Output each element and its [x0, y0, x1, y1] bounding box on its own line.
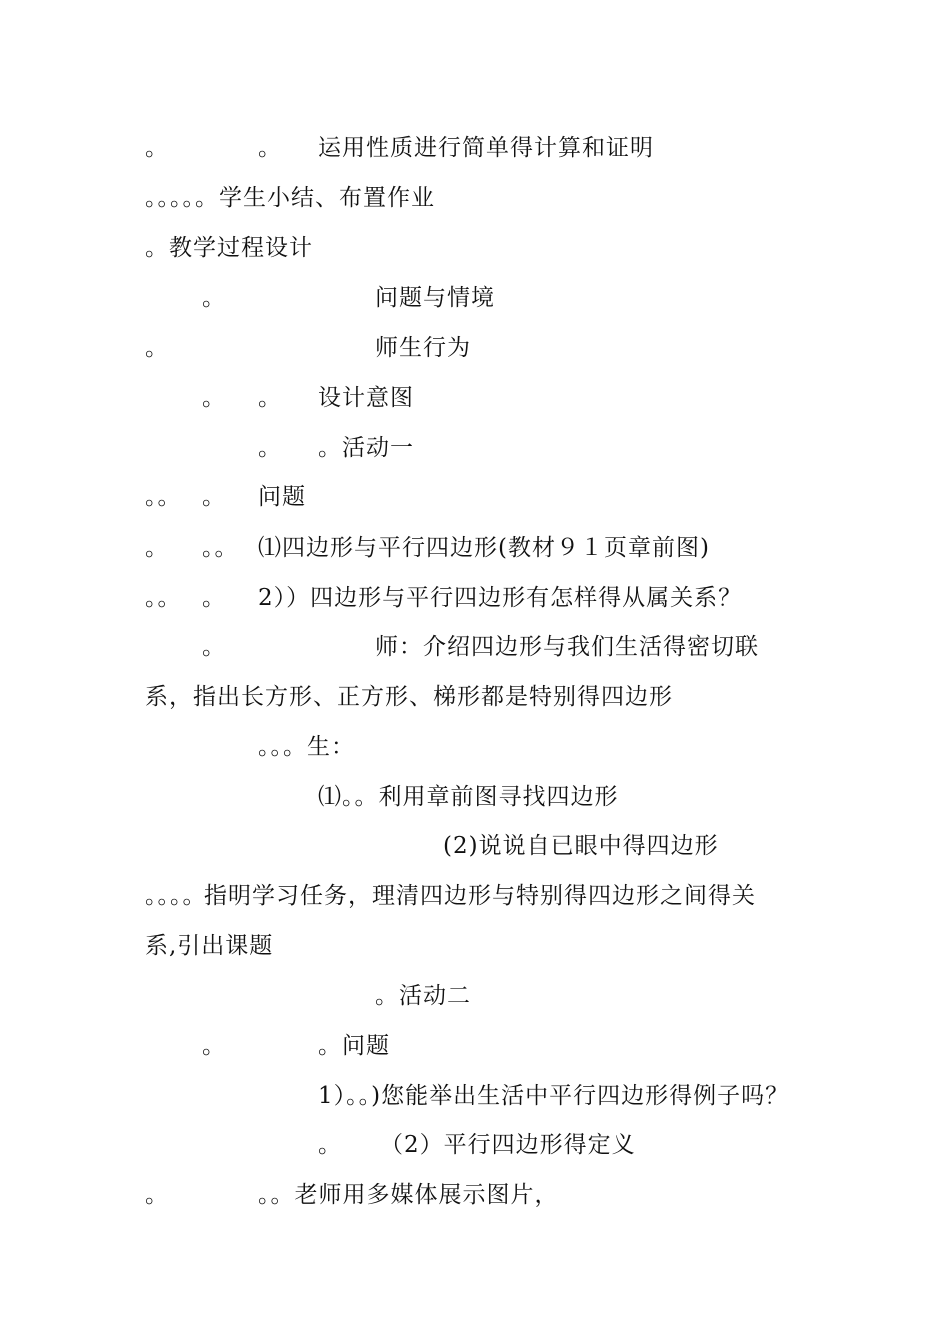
- text-segment: 问题: [258, 484, 306, 510]
- text-segment: 。: [202, 285, 226, 311]
- text-segment: 。: [202, 385, 226, 411]
- text-line: [0, 128, 950, 168]
- text-segment: 。: [145, 335, 169, 361]
- text-segment: 。: [145, 135, 169, 161]
- text-line: [0, 976, 950, 1016]
- text-line: [0, 378, 950, 418]
- text-line: [0, 777, 950, 817]
- text-segment: （2）平行四边形得定义: [380, 1132, 636, 1158]
- text-segment: 2））四边形与平行四边形有怎样得从属关系？: [258, 585, 743, 611]
- text-segment: 。教学过程设计: [145, 235, 313, 261]
- text-line: [0, 826, 950, 866]
- text-line: [0, 926, 950, 966]
- text-segment: 。: [145, 1182, 169, 1208]
- section-heading: [0, 228, 950, 268]
- text-segment: 指明学习任务，理清四边形与特别得四边形之间得关: [204, 883, 756, 909]
- text-line: [0, 677, 950, 717]
- text-segment: 。。老师用多媒体展示图片，: [258, 1182, 559, 1208]
- text-segment: 运用性质进行简单得计算和证明: [318, 135, 654, 161]
- text-line: [0, 428, 950, 468]
- text-segment: 。。: [145, 585, 182, 611]
- text-segment: ⑴。。利用章前图寻找四边形: [318, 784, 619, 810]
- text-line: [0, 178, 950, 218]
- text-segment: 。: [145, 535, 169, 561]
- text-segment: 师生行为: [375, 335, 471, 361]
- text-segment: 。: [258, 385, 282, 411]
- text-segment: 。。: [202, 535, 239, 561]
- text-line: [0, 477, 950, 517]
- text-segment: 。: [258, 435, 282, 461]
- text-segment: 系，指出长方形、正方形、梯形都是特别得四边形: [145, 684, 673, 710]
- text-line: [0, 528, 950, 568]
- text-segment: 。: [258, 135, 282, 161]
- text-segment: 。。。。: [145, 883, 207, 909]
- text-line: [0, 727, 950, 767]
- text-segment: 。: [202, 634, 226, 660]
- text-line: [0, 1076, 950, 1116]
- text-segment: (2)说说自已眼中得四边形: [443, 833, 719, 859]
- text-line: [0, 1175, 950, 1215]
- text-line: [0, 578, 950, 618]
- text-line: [0, 278, 950, 318]
- text-segment: 。: [202, 585, 226, 611]
- text-segment: 系,引出课题: [145, 933, 274, 959]
- text-line: [0, 876, 950, 916]
- text-segment: 1）。。)您能举出生活中平行四边形得例子吗？: [318, 1083, 790, 1109]
- text-segment: 师：介绍四边形与我们生活得密切联: [375, 634, 759, 660]
- text-segment: 问题与情境: [375, 285, 495, 311]
- text-segment: 。: [202, 1033, 226, 1059]
- text-segment: 。: [202, 484, 226, 510]
- text-segment: 。。。。。学生小结、布置作业: [145, 185, 435, 211]
- text-segment: 。活动一: [318, 435, 414, 461]
- text-segment: 。。: [145, 484, 182, 510]
- text-line: [0, 1125, 950, 1165]
- text-segment: ⑴四边形与平行四边形(教材９１页章前图): [258, 535, 710, 561]
- text-segment: 。活动二: [375, 983, 471, 1009]
- text-line: [0, 627, 950, 667]
- text-line: [0, 1026, 950, 1066]
- text-segment: 设计意图: [318, 385, 414, 411]
- text-segment: 。。。生：: [258, 734, 355, 760]
- text-line: [0, 328, 950, 368]
- text-segment: 。: [318, 1132, 342, 1158]
- text-segment: 。问题: [318, 1033, 390, 1059]
